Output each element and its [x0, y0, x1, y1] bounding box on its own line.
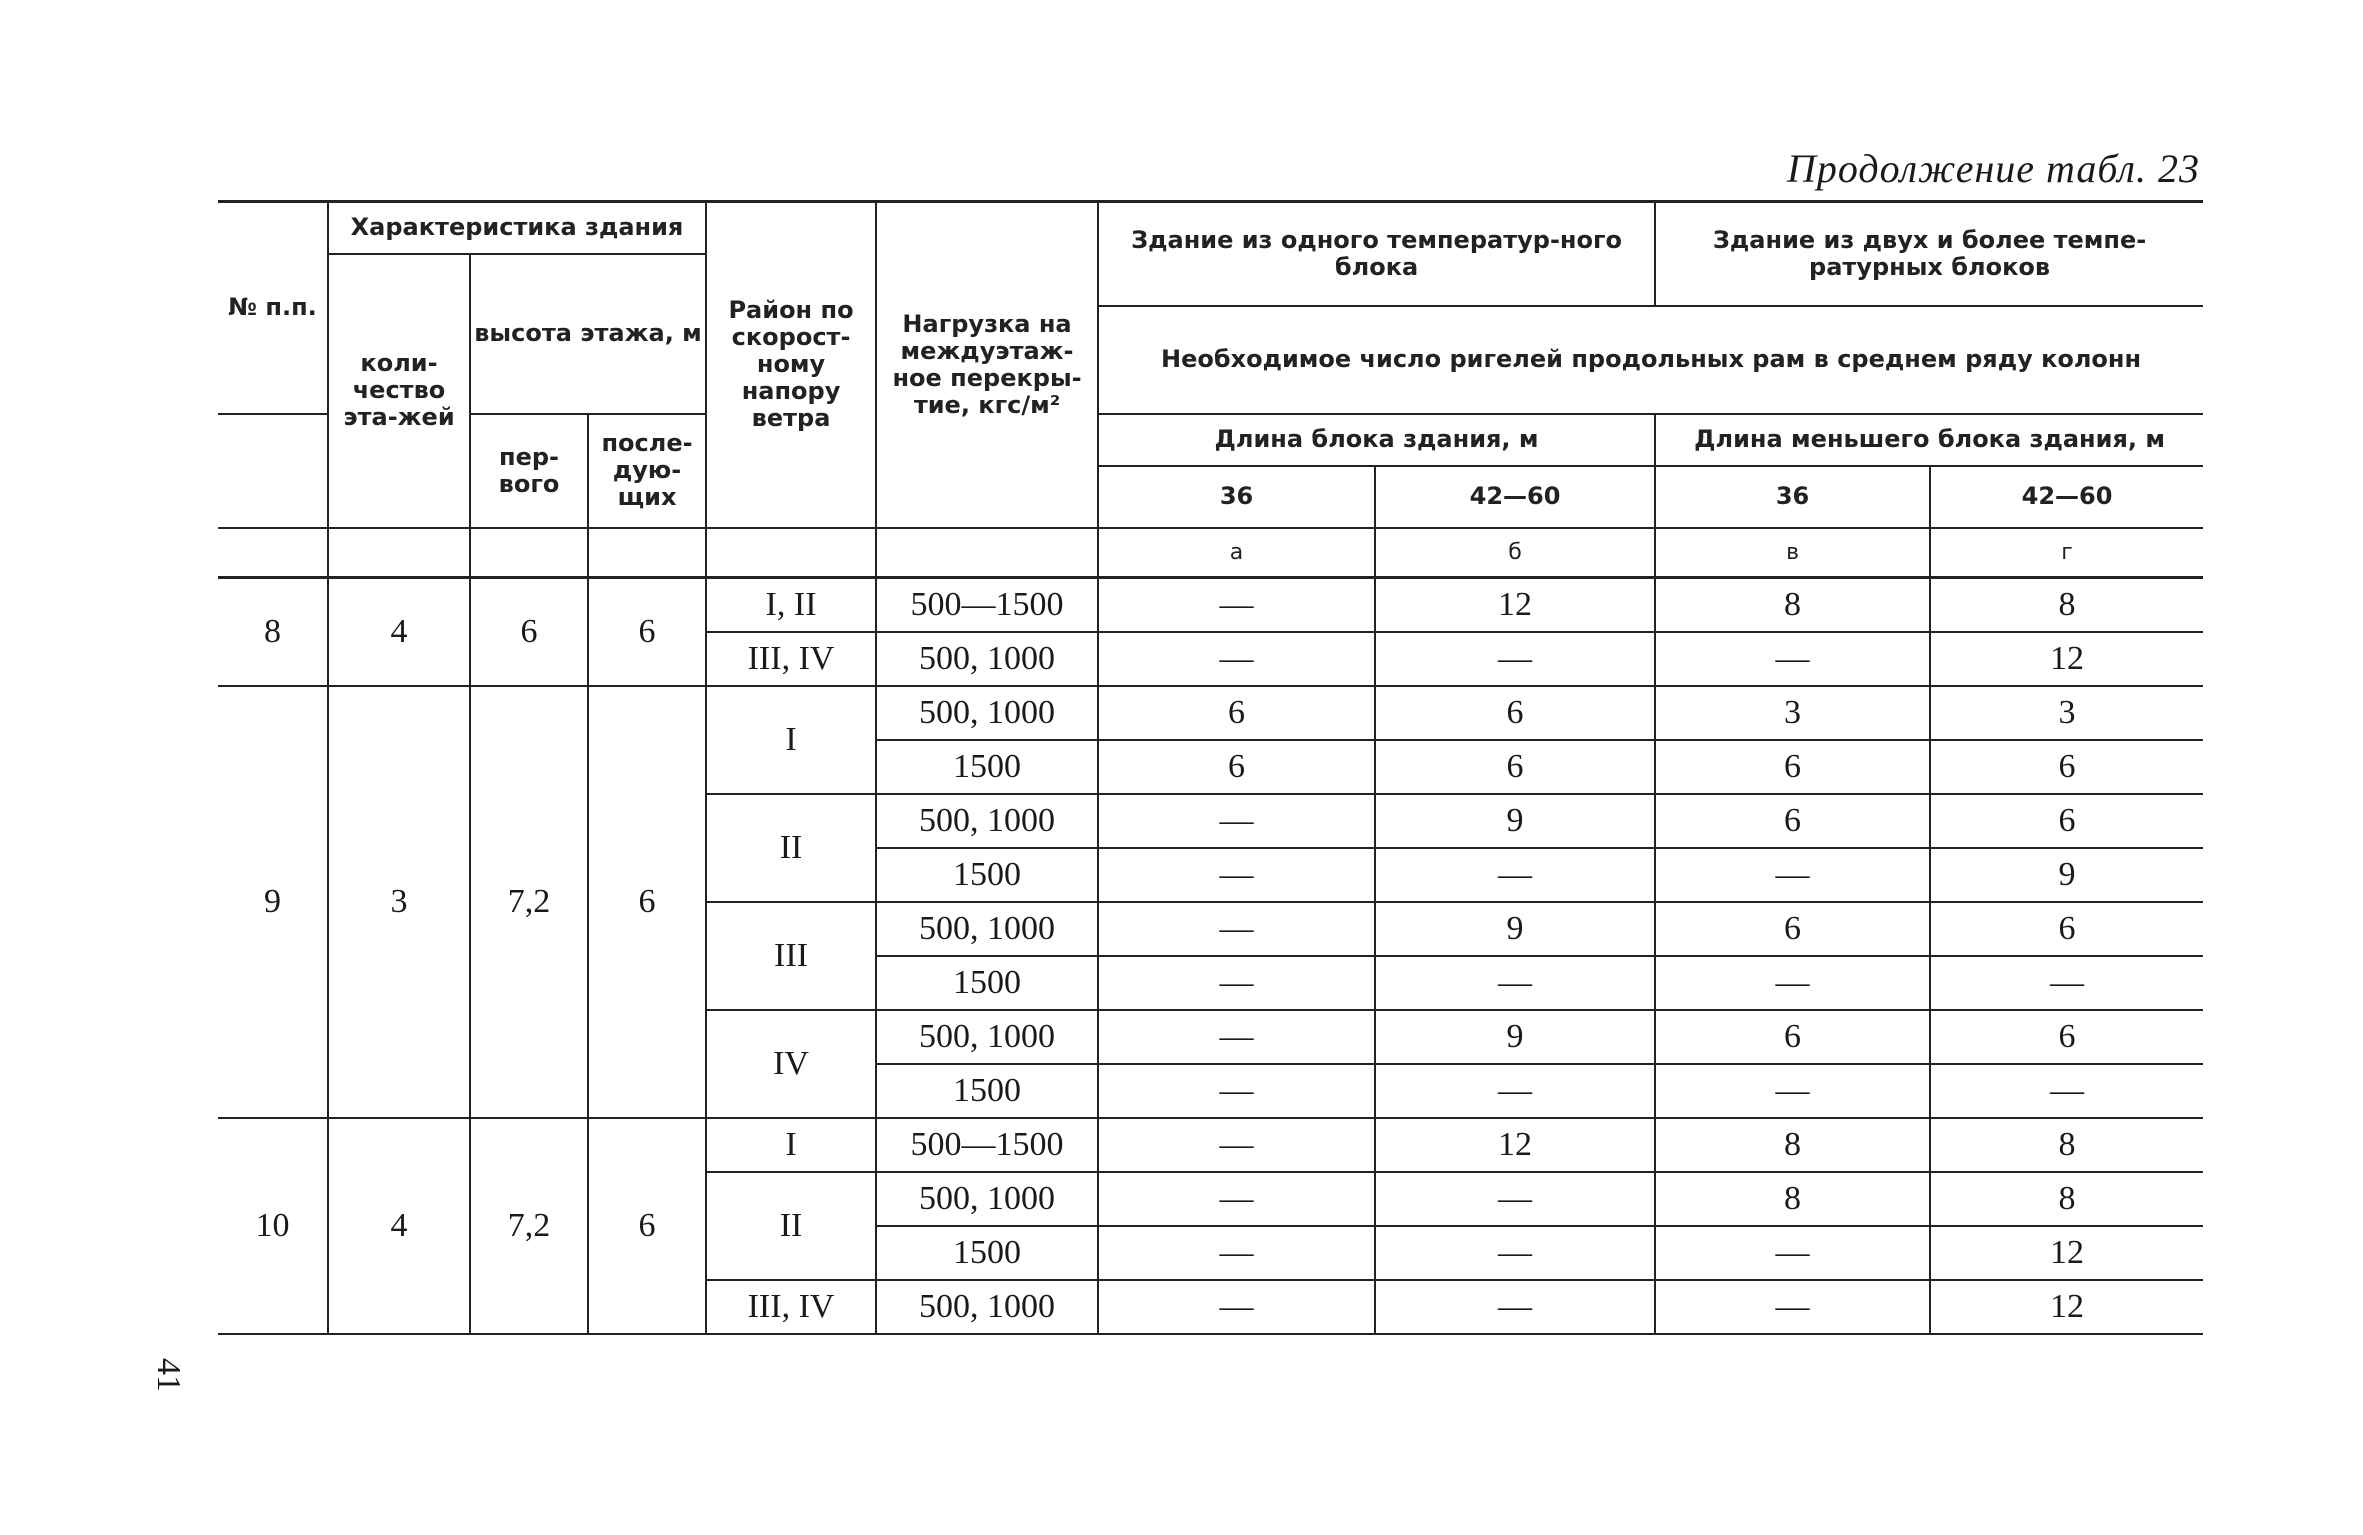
- table-row: [218, 686, 2203, 740]
- cell-a: —: [1098, 848, 1375, 902]
- cell-c: 3: [1655, 686, 1930, 740]
- cell-b: —: [1375, 1172, 1655, 1226]
- cell-first-height: 7,2: [470, 1118, 588, 1334]
- cell-d: 6: [1930, 740, 2203, 794]
- header-len-b: 42—60: [1375, 466, 1655, 528]
- cell-wind-region: I, II: [706, 578, 876, 633]
- cell-floors: 4: [328, 578, 470, 687]
- cell-a: —: [1098, 956, 1375, 1010]
- header-floors-count: коли-чество эта-жей: [328, 254, 470, 528]
- cell-floors: 3: [328, 686, 470, 1118]
- cell-b: 6: [1375, 740, 1655, 794]
- cell-c: —: [1655, 632, 1930, 686]
- cell-subsequent-height: 6: [588, 578, 706, 687]
- header-two-blocks: Здание из двух и более темпе-ратурных блоков: [1655, 202, 2203, 306]
- table-body: [218, 578, 2203, 1335]
- header-first: пер-вого: [470, 414, 588, 528]
- cell-b: —: [1375, 956, 1655, 1010]
- cell-c: 6: [1655, 902, 1930, 956]
- cell-subsequent-height: 6: [588, 686, 706, 1118]
- cell-a: —: [1098, 1280, 1375, 1334]
- cell-b: —: [1375, 1280, 1655, 1334]
- cell-c: —: [1655, 1280, 1930, 1334]
- cell-load: 1500: [876, 740, 1098, 794]
- cell-load: 500—1500: [876, 1118, 1098, 1172]
- cell-a: —: [1098, 1118, 1375, 1172]
- cell-load: 500, 1000: [876, 632, 1098, 686]
- cell-load: 500, 1000: [876, 794, 1098, 848]
- cell-floors: 4: [328, 1118, 470, 1334]
- cell-wind-region: II: [706, 1172, 876, 1280]
- header-letter-blank-5: [706, 528, 876, 578]
- cell-num: 8: [218, 578, 328, 687]
- header-wind-region: Район по скорост-ному напору ветра: [706, 202, 876, 528]
- cell-a: —: [1098, 632, 1375, 686]
- cell-load: 500, 1000: [876, 1280, 1098, 1334]
- cell-d: 6: [1930, 902, 2203, 956]
- cell-b: 12: [1375, 578, 1655, 633]
- cell-d: 3: [1930, 686, 2203, 740]
- cell-wind-region: II: [706, 794, 876, 902]
- cell-c: —: [1655, 956, 1930, 1010]
- cell-num: 10: [218, 1118, 328, 1334]
- cell-wind-region: III: [706, 902, 876, 1010]
- cell-d: 12: [1930, 1280, 2203, 1334]
- header-col-c: в: [1655, 528, 1930, 578]
- cell-c: 6: [1655, 1010, 1930, 1064]
- data-table: [218, 200, 2203, 1335]
- cell-b: —: [1375, 632, 1655, 686]
- header-num: № п.п.: [218, 202, 328, 414]
- table-row: [218, 1118, 2203, 1172]
- table-caption: Продолжение табл. 23: [1786, 146, 2200, 191]
- cell-d: —: [1930, 1064, 2203, 1118]
- header-letter-blank-4: [588, 528, 706, 578]
- cell-wind-region: IV: [706, 1010, 876, 1118]
- table-row: [218, 578, 2203, 633]
- cell-c: —: [1655, 1226, 1930, 1280]
- cell-a: —: [1098, 578, 1375, 633]
- cell-load: 500, 1000: [876, 902, 1098, 956]
- page-number: 41: [150, 1358, 187, 1392]
- cell-load: 1500: [876, 1064, 1098, 1118]
- header-col-a: а: [1098, 528, 1375, 578]
- cell-d: 8: [1930, 578, 2203, 633]
- cell-load: 1500: [876, 956, 1098, 1010]
- cell-load: 500—1500: [876, 578, 1098, 633]
- header-one-block: Здание из одного температур-ного блока: [1098, 202, 1655, 306]
- cell-a: —: [1098, 1172, 1375, 1226]
- cell-b: 9: [1375, 794, 1655, 848]
- cell-b: —: [1375, 1226, 1655, 1280]
- header-letter-blank-3: [470, 528, 588, 578]
- cell-b: 9: [1375, 1010, 1655, 1064]
- cell-load: 500, 1000: [876, 1010, 1098, 1064]
- cell-c: 6: [1655, 794, 1930, 848]
- cell-load: 500, 1000: [876, 686, 1098, 740]
- header-num-lower: [218, 414, 328, 528]
- cell-a: —: [1098, 1010, 1375, 1064]
- header-subsequent: после-дую-щих: [588, 414, 706, 528]
- cell-b: —: [1375, 1064, 1655, 1118]
- cell-wind-region: III, IV: [706, 632, 876, 686]
- cell-a: —: [1098, 1064, 1375, 1118]
- header-letter-blank-1: [218, 528, 328, 578]
- cell-d: 8: [1930, 1118, 2203, 1172]
- cell-wind-region: I: [706, 1118, 876, 1172]
- header-len-c: 36: [1655, 466, 1930, 528]
- cell-c: 8: [1655, 578, 1930, 633]
- header-required: Необходимое число ригелей продольных рам в среднем ряду колонн: [1098, 306, 2203, 414]
- cell-d: 6: [1930, 794, 2203, 848]
- cell-a: —: [1098, 794, 1375, 848]
- cell-d: 6: [1930, 1010, 2203, 1064]
- cell-a: —: [1098, 1226, 1375, 1280]
- cell-subsequent-height: 6: [588, 1118, 706, 1334]
- cell-d: 12: [1930, 632, 2203, 686]
- cell-wind-region: III, IV: [706, 1280, 876, 1334]
- cell-load: 500, 1000: [876, 1172, 1098, 1226]
- header-smaller-block-length: Длина меньшего блока здания, м: [1655, 414, 2203, 466]
- cell-c: 6: [1655, 740, 1930, 794]
- cell-b: 9: [1375, 902, 1655, 956]
- cell-d: 12: [1930, 1226, 2203, 1280]
- header-len-d: 42—60: [1930, 466, 2203, 528]
- header-block-length: Длина блока здания, м: [1098, 414, 1655, 466]
- header-col-b: б: [1375, 528, 1655, 578]
- cell-c: 8: [1655, 1172, 1930, 1226]
- header-col-d: г: [1930, 528, 2203, 578]
- header-len-a: 36: [1098, 466, 1375, 528]
- cell-a: 6: [1098, 686, 1375, 740]
- cell-b: —: [1375, 848, 1655, 902]
- cell-a: —: [1098, 902, 1375, 956]
- cell-c: —: [1655, 1064, 1930, 1118]
- header-load: Нагрузка на междуэтаж-ное перекры-тие, кгс/м²: [876, 202, 1098, 528]
- header-letter-blank-2: [328, 528, 470, 578]
- cell-first-height: 6: [470, 578, 588, 687]
- cell-first-height: 7,2: [470, 686, 588, 1118]
- cell-b: 6: [1375, 686, 1655, 740]
- cell-d: —: [1930, 956, 2203, 1010]
- cell-wind-region: I: [706, 686, 876, 794]
- table-header: [218, 202, 2203, 578]
- cell-c: —: [1655, 848, 1930, 902]
- cell-a: 6: [1098, 740, 1375, 794]
- header-letter-blank-6: [876, 528, 1098, 578]
- cell-c: 8: [1655, 1118, 1930, 1172]
- cell-num: 9: [218, 686, 328, 1118]
- cell-d: 8: [1930, 1172, 2203, 1226]
- cell-load: 1500: [876, 848, 1098, 902]
- cell-load: 1500: [876, 1226, 1098, 1280]
- cell-b: 12: [1375, 1118, 1655, 1172]
- header-floor-height: высота этажа, м: [470, 254, 706, 414]
- cell-d: 9: [1930, 848, 2203, 902]
- header-characteristic: Характеристика здания: [328, 202, 706, 254]
